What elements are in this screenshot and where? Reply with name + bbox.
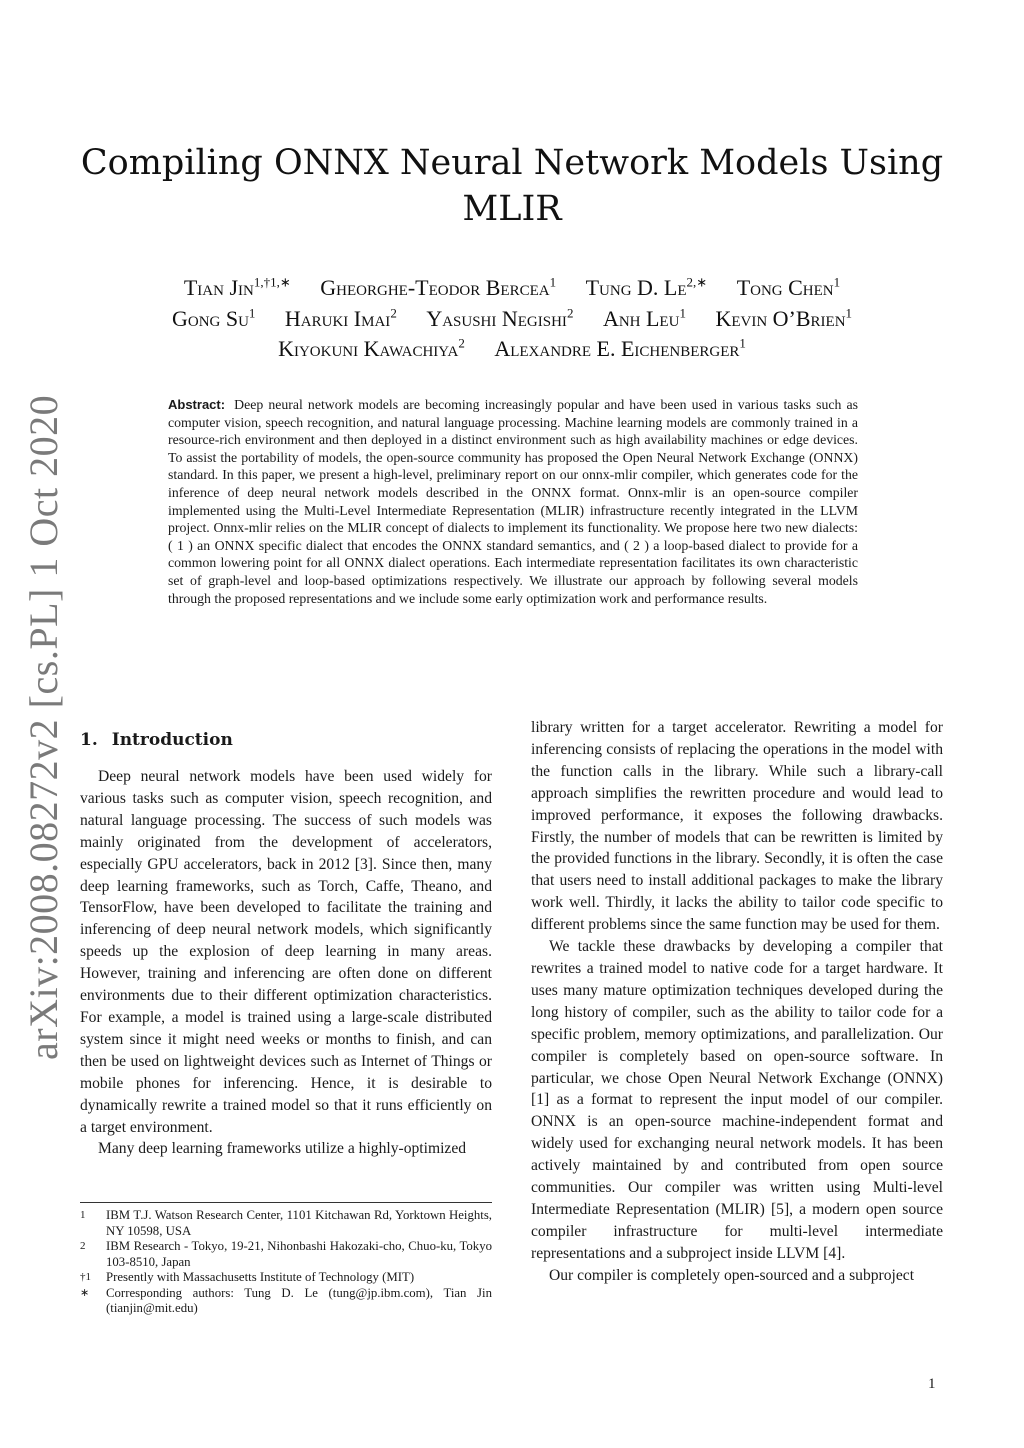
paper-title: [80, 140, 944, 232]
left-column: [80, 728, 492, 1160]
author: Anh Leu$^1$: [602, 305, 686, 331]
footnote: [80, 1270, 492, 1286]
abstract: [168, 396, 858, 607]
section-number: 1.: [80, 730, 98, 750]
footnote-mark: 1: [80, 1209, 86, 1221]
paper-title-line-1: Compiling ONNX Neural Network Models Using: [80, 143, 944, 183]
intro-paragraph-3: library written for a target accelerator. Rewriting a model for inferencing consists of replacing the operations in the model with the function calls in the library. While such a library-call approach simplifies the rewritten procedure and would lead to improved performance, it exposes the following drawbacks. Firstly, the number of models that can be rewritten is limited by the provided functions in the library. Secondly, it is often the case that users need to install additional packages to make the library work well. Thirdly, it lacks the ability to tailor code specific to different problems since the same function may be used for them.: [531, 719, 943, 934]
footnote-mark: †1: [80, 1271, 91, 1283]
footnote-text: Presently with Massachusetts Institute of Technology (MIT): [106, 1270, 415, 1284]
author: Alexandre E. Eichenberger$^1$: [494, 335, 746, 361]
section-title: Introduction: [111, 730, 233, 750]
footnote-rule: [80, 1202, 492, 1203]
section-heading: [80, 728, 492, 752]
author: Tian Jin$^{1,\dagger 1,∗}$: [183, 275, 291, 301]
paper-title-line-2: MLIR: [462, 189, 562, 229]
author-list: [80, 270, 944, 361]
footnote-text: IBM T.J. Watson Research Center, 1101 Kitchawan Rd, Yorktown Heights, NY 10598, USA: [106, 1208, 492, 1238]
author-line-1: [80, 270, 944, 300]
author: Kevin O’Brien$^1$: [715, 305, 853, 331]
author-line-3: [80, 331, 944, 361]
abstract-text: Deep neural network models are becoming increasingly popular and have been used in various tasks such as computer vision, speech recognition, and natural language processing. Machine learning models are commonly trained in a resource-rich environment and then deployed in a distinct environment such as high availability machines or edge devices. To assist the portability of models, the open-source community has proposed the Open Neural Network Exchange (ONNX) standard. In this paper, we present a high-level, preliminary report on our onnx-mlir compiler, which generates code for the inference of deep neural network models described in the ONNX format. Onnx-mlir is an open-source compiler implemented using the Multi-Level Intermediate Representation (MLIR) infrastructure recently integrated in the LLVM project. Onnx-mlir relies on the MLIR concept of dialects to implement its functionality. We propose here two new dialects: ( 1 ) an ONNX specific dialect that encodes the ONNX standard semantics, and ( 2 ) a loop-based dialect to provide for a common lowering point for all ONNX dialect operations. Each intermediate representation facilitates its own characteristic set of graph-level and loop-based optimizations respectively. We illustrate our approach by following several models through the proposed representations and we include some early optimization work and performance results.: [168, 397, 858, 606]
footnote-text: IBM Research - Tokyo, 19-21, Nihonbashi Hakozaki-cho, Chuo-ku, Tokyo 103-8510, Japan: [106, 1239, 492, 1269]
abstract-label: Abstract:: [168, 397, 226, 412]
footnote: [80, 1239, 492, 1270]
intro-paragraph-2: Many deep learning frameworks utilize a highly-optimized: [98, 1140, 467, 1158]
author: Kiyokuni Kawachiya$^2$: [278, 335, 465, 361]
author-line-2: [80, 300, 944, 330]
author: Haruki Imai$^2$: [284, 305, 397, 331]
author: Gheorghe-Teodor Bercea$^1$: [320, 275, 557, 301]
footnote-mark: ∗: [80, 1286, 90, 1299]
intro-paragraph-5: Our compiler is completely open-sourced and a subproject: [549, 1266, 915, 1284]
author: Yasushi Negishi$^2$: [426, 305, 574, 331]
author: Tong Chen$^1$: [736, 275, 841, 301]
arxiv-identifier: arXiv:2008.08272v2 [cs.PL] 1 Oct 2020: [21, 394, 66, 1060]
footnote: [80, 1208, 492, 1239]
intro-paragraph-1: Deep neural network models have been used widely for various tasks such as computer vision, speech recognition, and natural language processing. The success of such models was mainly originated from the development of accelerators, especially GPU accelerators, back in 2012 [3]. Since then, many deep learning frameworks, such as Torch, Caffe, Theano, and TensorFlow, have been developed to facilitate the training and inferencing of deep neural network models, which significantly speeds up the explosion of deep learning in many areas. However, training and inferencing are often done on different environments due to their different optimization characteristics. For example, a model is trained using a large-scale distributed system since it might need weeks or months to finish, and can then be used on lightweight devices such as Internet of Things or mobile phones for inferencing. Hence, it is desirable to dynamically rewrite a trained model so that it runs efficiently on a target environment.: [80, 768, 492, 1136]
page-number: 1: [928, 1376, 936, 1392]
intro-paragraph-4: We tackle these drawbacks by developing a compiler that rewrites a trained model to native code for a target hardware. It uses many mature optimization techniques developed during the long history of compiler, such as the ability to tailor code for a specific problem, memory optimizations, and parallelization. Our compiler is completely based on open-source software. In particular, we chose Open Neural Network Exchange (ONNX) [1] as a format to represent the input model of our compiler. ONNX is an open-source machine-independent format and widely used for exchanging neural network models. It has been actively maintained by and contributed from open source communities. Our compiler was written using Multi-level Intermediate Representation (MLIR) [5], a modern open source compiler infrastructure for multi-level intermediate representations and a subproject inside LLVM [4].: [531, 938, 943, 1262]
author: Gong Su$^1$: [171, 305, 256, 331]
footnote-mark: 2: [80, 1240, 86, 1252]
footnote: [80, 1286, 492, 1317]
footnote-text: Corresponding authors: Tung D. Le (tung@jp.ibm.com), Tian Jin (tianjin@mit.edu): [106, 1285, 492, 1315]
footnotes: [80, 1208, 492, 1317]
right-column: [531, 717, 943, 1287]
author: Tung D. $Le^{2,∗}$: [585, 275, 708, 301]
